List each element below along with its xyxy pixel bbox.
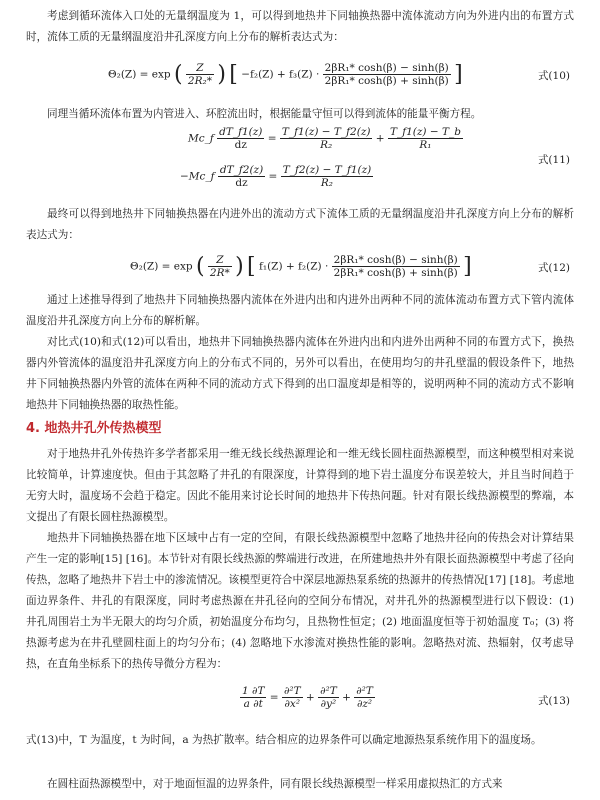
paragraph-5: 对比式(10)和式(12)可以看出，地热井下同轴换热器内流体在外进内出和内进外出两种不同的布置方式下，换热器内外管流体的温度沿井孔深度方向上的分布式不同的，另外可以看出，在使用均匀的井孔壁温的假设条件下，地热井下同轴换热器内外管的流体在两种不同的流动方式下得到的出口温度却是相等的，说明两种不同的流动方式不影响地热井下同轴换热器的取热性能。 bbox=[26, 336, 574, 411]
paragraph-7: 地热井下同轴换热器在地下区域中占有一定的空间，有限长线热源模型中忽略了地热井径向的传热会对计算结果产生一定的影响[15] [16]。本节针对有限长线热源的弊端进行改进，在所建地热井外有限长面热源模型中考虑了径向传热，忽略了地热井下岩土中的渗流情况。该模型更符合中深层地源热泵系统的热源井的传热情况[17] [18]。考虑地面边界条件、井孔的有限深度，同时考虑热源在井孔径向的空间分布情况，对井孔外的热源模型进行以下假设：(1) 井孔周围岩土为半无限大的均匀介质，初始温度分布均匀，且热物性恒定；(2) 地面温度恒等于初始温度 T₀；(3) 将热源考虑为在井孔壁圆柱面上的均匀分布；(4) 忽略地下水渗流对换热性能的影响。忽略热对流、热辐射，仅考虑导热，在直角坐标系下的热传导微分方程为： bbox=[26, 532, 574, 670]
eq10-fraction: $\frac{\text{2βR₁* cosh(β) − sinh(β)}}{\text{2βR₁* cosh(β) + sinh(β)}}$ bbox=[324, 62, 449, 87]
eq11-number: 式(11) bbox=[537, 154, 570, 166]
paragraph-3: 最终可以得到地热井下同轴换热器在内进外出的流动方式下流体工质的无量纲温度沿井孔深度方向上分布的解析表达式为： bbox=[26, 208, 574, 241]
equation-12: Θ₂(Z) = exp ( $\frac{Z}{2R*}$ ) [ f₁(Z) + f₂(Z) · $\frac{\text{2βR₁* cosh(β) − sinh(β)}}{\text{2βR₁* cosh(β) + sinh(β)}}$ ] 式(12) bbox=[130, 254, 570, 279]
paragraph-2: 同理当循环流体布置为内管进入、环腔流出时，根据能量守恒可以得到流体的能量平衡方程。 bbox=[47, 108, 482, 120]
eq13-number: 式(13) bbox=[537, 695, 570, 707]
eq10-middle: −f₂(Z) + f₃(Z) · bbox=[241, 68, 320, 81]
equation-11: Mc_f $\frac{dT\_f1(z)}{dz}$ = $\frac{T\_f1(z) - T\_f2(z)}{\text{R₂}}$ + $\frac{T\_f1(z) - T\_b}{\text{R₁}}$ −Mc_f $\frac{dT\_f2(z)}{dz}$ = $\frac{T\_f2(z) - T\_f1(z)}{\text{R₂}}$ 式(11) bbox=[180, 126, 570, 189]
eq12-number: 式(12) bbox=[537, 262, 570, 274]
paragraph-1: 考虑到循环流体入口处的无量纲温度为 1，可以得到地热井下同轴换热器中流体流动方向为外进内出的布置方式时，流体工质的无量纲温度沿井孔深度方向上分布的解析表达式为： bbox=[26, 10, 574, 43]
equation-13: $\frac{1 \partial T}{a \partial t}$ = $\frac{\text{∂²T}}{\text{∂x²}}$ + $\frac{\text{∂²T}}{\text{∂y²}}$ + $\frac{\text{∂²T}}{\text{∂z²}}$ 式(13) bbox=[242, 685, 570, 710]
eq10-number: 式(10) bbox=[537, 70, 570, 82]
paragraph-8: 式(13)中，T 为温度，t 为时间，a 为热扩散率。结合相应的边界条件可以确定地源热泵系统作用下的温度场。 bbox=[26, 734, 542, 746]
section-heading: 4. 地热井孔外传热模型 bbox=[26, 421, 162, 436]
eq10-lhs: Θ₂(Z) = exp bbox=[108, 68, 171, 81]
paragraph-6: 对于地热井孔外传热许多学者都采用一维无线长线热源理论和一维无线长圆柱面热源模型，而这种模型相对来说比较简单，计算速度快。但由于其忽略了井孔的有限深度，计算得到的地下岩土温度分布误差较大，并且当时间趋于无穷大时，温度场不会趋于稳定。因此不能用来讨论长时间的地热井下传热问题。针对有限长线热源模型的弊端，本文提出了有限长圆柱热源模型。 bbox=[26, 448, 574, 523]
paragraph-9: 在圆柱面热源模型中，对于地面恒温的边界条件，同有限长线热源模型一样采用虚拟热汇的方式来 bbox=[47, 778, 503, 790]
eq10-exp-fraction: $\frac{Z}{\text{2R₂*}}$ bbox=[187, 62, 212, 87]
paragraph-4: 通过上述推导得到了地热井下同轴换热器内流体在外进内出和内进外出两种不同的流体流动布置方式下管内流体温度沿井孔深度方向上分布的解析解。 bbox=[26, 294, 574, 327]
equation-10: Θ₂(Z) = exp ( $\frac{Z}{\text{2R₂*}}$ ) [ −f₂(Z) + f₃(Z) · $\frac{\text{2βR₁* cosh(β) − sinh(β)}}{\text{2βR₁* cosh(β) + sinh(β)}}$ ] 式(10) bbox=[108, 62, 570, 87]
